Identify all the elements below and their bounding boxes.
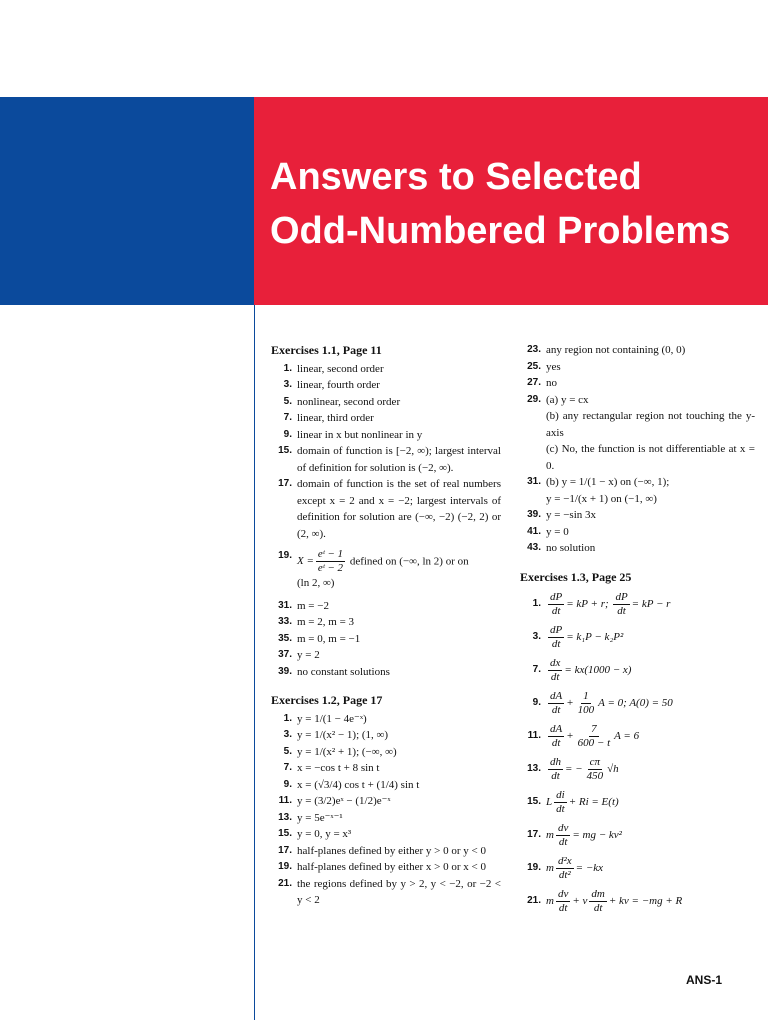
answer-number: 23. <box>527 344 541 355</box>
fraction <box>613 591 629 618</box>
denominator: dt <box>556 803 565 815</box>
header-band-blue <box>0 97 254 305</box>
answer-text: y = 0 <box>546 525 569 538</box>
answer-text: y = −sin 3x <box>546 509 596 521</box>
math-text: = − <box>565 763 583 776</box>
fraction <box>548 723 564 750</box>
answer-item <box>520 756 755 783</box>
fraction <box>548 690 564 717</box>
answer-text: m = 0, m = −1 <box>297 632 361 645</box>
answer-item <box>271 394 501 411</box>
answer-text: y = 1/(x² + 1); (−∞, ∞) <box>297 745 397 758</box>
answer-text: y = 2 <box>297 649 320 661</box>
answer-number: 15. <box>527 796 541 808</box>
math-text: + <box>566 730 574 743</box>
answer-text: x = (√3/4) cos t + (1/4) sin t <box>297 778 420 791</box>
answer-item <box>271 711 501 728</box>
answer-item <box>271 361 501 378</box>
fraction <box>316 548 345 575</box>
math-text: A = 0; A(0) = 50 <box>598 697 673 710</box>
numerator: dm <box>591 888 605 900</box>
answer-item <box>520 524 755 541</box>
answer-item <box>271 476 501 542</box>
math-text: = kP + r; <box>566 598 609 611</box>
answer-item <box>520 392 755 409</box>
answer-item <box>520 342 755 359</box>
numerator: dA <box>550 690 563 702</box>
section-header: Exercises 1.1, Page 11 <box>271 343 382 357</box>
answer-number: 37. <box>278 649 292 660</box>
fraction <box>589 888 606 915</box>
answer-number: 3. <box>283 729 292 740</box>
answer-item <box>271 614 501 631</box>
math-text: X = <box>297 555 314 568</box>
answer-text: y = 0, y = x³ <box>297 828 352 840</box>
denominator: dt <box>551 605 561 617</box>
margin-rule <box>254 305 255 1020</box>
answer-item <box>520 375 755 392</box>
denominator: dt <box>551 704 561 716</box>
answer-text: (b) y = 1/(1 − x) on (−∞, 1); <box>546 476 670 488</box>
answer-number: 3. <box>283 379 292 390</box>
answer-item <box>271 843 501 860</box>
answer-text: the regions defined by y > 2, y < −2, or −2 < y < 2 <box>297 877 501 906</box>
numerator: dh <box>550 756 561 768</box>
answer-number <box>520 491 546 508</box>
numerator: dP <box>550 624 563 636</box>
answer-number: 7. <box>283 762 292 773</box>
page-number: ANS-1 <box>685 973 722 987</box>
math-text: m <box>546 895 554 908</box>
answer-item <box>520 723 755 750</box>
answer-number: 43. <box>527 542 541 553</box>
answer-number: 1. <box>283 362 292 374</box>
answer-number: 21. <box>527 895 541 907</box>
answer-number: 19. <box>527 862 541 874</box>
answer-number: 13. <box>527 763 541 775</box>
fraction <box>556 822 570 849</box>
denominator: dt² <box>558 869 571 881</box>
answer-text: (b) any rectangular region not touching the y-axis <box>546 410 755 439</box>
answer-number: 41. <box>527 525 541 537</box>
answer-number: 31. <box>278 599 292 611</box>
answer-item <box>520 441 755 474</box>
fraction <box>548 756 563 783</box>
answer-item <box>520 789 755 816</box>
denominator: eᵗ − 2 <box>317 562 344 574</box>
denominator: 100 <box>577 704 595 716</box>
answer-text: m = −2 <box>297 599 329 612</box>
answer-item <box>520 491 755 508</box>
answer-text: y = (3/2)eˣ − (1/2)e⁻ˣ <box>297 795 391 807</box>
fraction <box>554 789 567 816</box>
answer-item <box>271 377 501 394</box>
answer-item <box>520 591 755 618</box>
math-text: = kP − r <box>631 598 671 611</box>
answer-number: 15. <box>278 828 292 839</box>
answer-text: m = 2, m = 3 <box>297 616 355 628</box>
numerator: di <box>556 789 565 801</box>
answer-item <box>271 859 501 876</box>
answer-number: 7. <box>532 664 541 676</box>
answer-item <box>520 690 755 717</box>
numerator: dA <box>550 723 563 735</box>
answer-item <box>520 822 755 849</box>
answer-number: 31. <box>527 476 541 487</box>
math-text: = kx(1000 − x) <box>564 664 632 677</box>
answer-number: 11. <box>278 795 292 806</box>
denominator: dt <box>617 605 626 617</box>
math-text: + <box>566 697 574 710</box>
answer-item <box>271 876 501 909</box>
answer-number: 5. <box>283 395 292 407</box>
answer-item <box>520 888 755 915</box>
answers-column-left <box>271 342 501 909</box>
answer-text: half-planes defined by either x > 0 or x < 0 <box>297 861 486 873</box>
answer-item <box>520 507 755 524</box>
answer-number: 9. <box>283 778 292 790</box>
answer-number <box>520 408 546 441</box>
answer-number: 11. <box>527 730 541 742</box>
math-text: = mg − kv² <box>572 829 622 842</box>
answer-item <box>271 647 501 664</box>
numerator: d²x <box>557 855 572 867</box>
answer-item <box>271 793 501 810</box>
answer-text: no solution <box>546 542 596 554</box>
answer-number: 19. <box>278 861 292 872</box>
answer-text: defined on (−∞, ln 2) or on <box>349 555 469 568</box>
answer-item <box>271 777 501 794</box>
numerator: 1 <box>583 690 589 702</box>
fraction <box>576 723 612 750</box>
answer-text: y = 1/(1 − 4e⁻ˣ) <box>297 712 367 725</box>
answer-text: (c) No, the function is not differentiable at x = 0. <box>546 443 755 472</box>
answer-number: 5. <box>283 745 292 757</box>
answer-text: y = −1/(x + 1) on (−1, ∞) <box>546 492 657 505</box>
denominator: dt <box>551 770 560 782</box>
math-text: √h <box>607 763 619 776</box>
answer-text: linear, third order <box>297 412 374 424</box>
answer-number: 35. <box>278 632 292 644</box>
answer-text: domain of function is the set of real numbers except x = 2 and x = −2; largest intervals of definition for solution are (−∞, −2) (−2, 2) or (2, ∞). <box>297 478 501 540</box>
answer-item <box>271 548 501 592</box>
answer-item <box>271 727 501 744</box>
section-header: Exercises 1.3, Page 25 <box>520 569 632 584</box>
answer-number: 17. <box>527 829 541 841</box>
denominator: 450 <box>586 770 604 782</box>
answer-number: 1. <box>283 712 292 724</box>
numerator: dx <box>550 657 561 669</box>
math-text: + Ri = E(t) <box>568 796 619 809</box>
answer-item <box>271 598 501 615</box>
numerator: dv <box>557 888 569 900</box>
answer-item <box>271 826 501 843</box>
answer-item <box>271 744 501 761</box>
numerator: 7 <box>591 723 597 735</box>
answer-text: x = −cos t + 8 sin t <box>297 762 380 774</box>
title-line-1: Answers to Selected <box>270 156 642 198</box>
answer-text: nonlinear, second order <box>297 395 401 408</box>
answer-text: any region not containing (0, 0) <box>546 344 686 356</box>
denominator: dt <box>558 836 568 848</box>
answer-text: y = 5e⁻ˣ⁻¹ <box>297 811 343 824</box>
answer-number: 27. <box>527 377 541 388</box>
math-text: + v <box>572 895 588 908</box>
answer-text: (a) y = cx <box>546 393 589 406</box>
numerator: dv <box>557 822 569 834</box>
answer-item <box>271 810 501 827</box>
denominator: dt <box>558 902 568 914</box>
numerator: dP <box>550 591 563 603</box>
answer-item <box>271 760 501 777</box>
answer-number: 7. <box>283 412 292 423</box>
math-text: m <box>546 862 554 875</box>
answer-number: 13. <box>278 811 292 823</box>
math-text: = k₁P − k₂P² <box>566 631 624 644</box>
answer-number: 21. <box>278 877 292 889</box>
denominator: dt <box>550 671 560 683</box>
math-text: = −kx <box>575 862 604 875</box>
answer-item <box>271 410 501 427</box>
answer-item <box>520 474 755 491</box>
fraction <box>548 624 564 651</box>
answer-number: 19. <box>278 550 292 561</box>
denominator: dt <box>551 737 561 749</box>
answer-number: 29. <box>527 393 541 405</box>
denominator: 600 − t <box>577 737 611 749</box>
answer-text: y = 1/(x² − 1); (1, ∞) <box>297 729 389 741</box>
answer-text: no <box>546 377 557 389</box>
answer-item <box>520 540 755 557</box>
answer-number: 3. <box>532 631 541 643</box>
fraction <box>585 756 606 783</box>
answer-number: 1. <box>532 598 541 610</box>
answer-item <box>520 408 755 441</box>
answer-number: 9. <box>532 697 541 709</box>
answer-number: 33. <box>278 616 292 627</box>
numerator: dP <box>615 591 628 603</box>
answer-text: linear, fourth order <box>297 379 380 391</box>
answer-text: half-planes defined by either y > 0 or y < 0 <box>297 844 486 857</box>
numerator: cπ <box>589 756 601 768</box>
answer-text: yes <box>546 360 561 373</box>
fraction <box>576 690 597 717</box>
math-text: m <box>546 829 554 842</box>
answer-item <box>271 631 501 648</box>
fraction <box>548 591 564 618</box>
page-title <box>270 150 730 258</box>
answer-item <box>520 624 755 651</box>
answer-number: 39. <box>527 509 541 520</box>
fraction <box>556 888 570 915</box>
answer-text: linear, second order <box>297 362 384 375</box>
answer-text: linear in x but nonlinear in y <box>297 428 423 441</box>
math-text: L <box>546 796 553 809</box>
section-header: Exercises 1.2, Page 17 <box>271 693 383 707</box>
answer-item <box>271 664 501 681</box>
answer-number <box>520 441 546 474</box>
answer-number: 17. <box>278 844 292 856</box>
answer-item <box>520 855 755 882</box>
answer-text: domain of function is [−2, ∞); largest interval of definition for solution is (−2, ∞). <box>297 445 501 474</box>
answer-number: 39. <box>278 665 292 677</box>
fraction <box>556 855 574 882</box>
answer-number: 15. <box>278 445 292 456</box>
answer-item <box>520 657 755 684</box>
numerator: eᵗ − 1 <box>317 548 344 560</box>
answer-text: (ln 2, ∞) <box>297 577 335 589</box>
answer-number: 25. <box>527 360 541 372</box>
denominator: dt <box>593 902 603 914</box>
answer-number: 17. <box>278 478 292 489</box>
denominator: dt <box>551 638 561 650</box>
fraction <box>548 657 562 684</box>
answer-item <box>520 359 755 376</box>
math-text: + kv = −mg + R <box>608 895 683 908</box>
answer-item <box>271 427 501 444</box>
math-text: A = 6 <box>614 730 640 743</box>
title-line-2: Odd-Numbered Problems <box>270 210 731 252</box>
answer-number: 9. <box>283 428 292 440</box>
answer-item <box>271 443 501 476</box>
answers-column-right <box>520 342 755 915</box>
answer-text: no constant solutions <box>297 665 390 678</box>
